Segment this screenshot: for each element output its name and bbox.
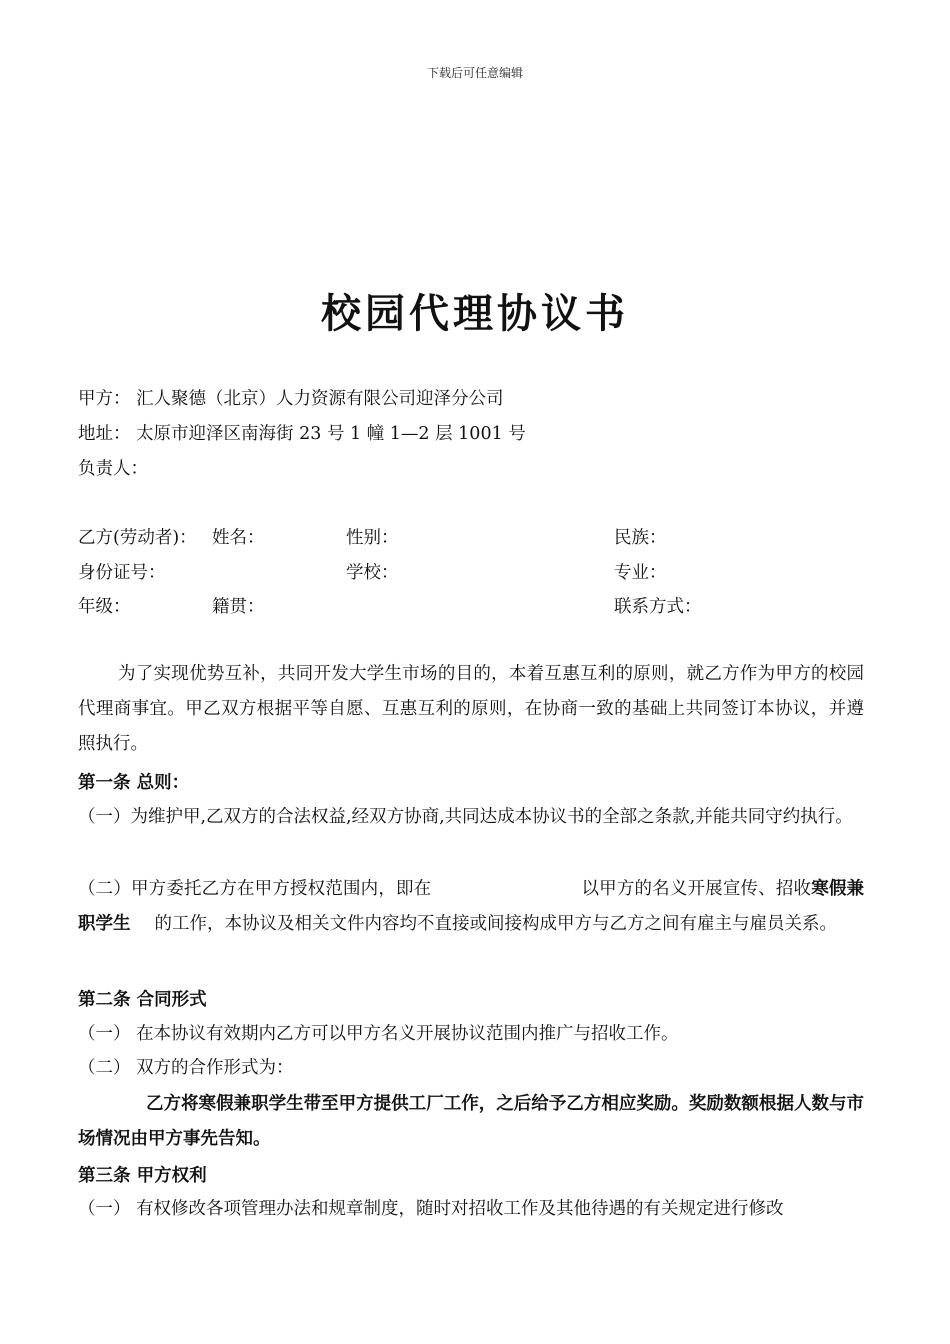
party-b-ethnicity-field: 民族： — [614, 528, 667, 548]
clause-2-bold-term: 寒假兼职学生 — [78, 879, 865, 934]
header-note: 下载后可任意编辑 — [426, 66, 523, 80]
party-b-gender-field: 性别： — [346, 528, 399, 548]
article-1-heading: 第一条 总则： — [78, 773, 190, 793]
party-b-name-field: 姓名： — [212, 528, 265, 548]
document-title: 校园代理协议书 — [321, 290, 629, 337]
article-2-heading: 第二条 合同形式 — [78, 990, 207, 1010]
party-b-label: 乙方(劳动者)： — [78, 528, 197, 548]
intro-paragraph: 为了实现优势互补，共同开发大学生市场的目的，本着互惠互利的原则，就乙方作为甲方的校园代理商事宜。甲乙双方根据平等自愿、互惠互利的原则，在协商一致的基础上共同签订本协议，并遵照执行。 — [78, 664, 864, 754]
party-a-person-line: 负责人： — [78, 459, 148, 479]
party-b-contact-field: 联系方式： — [614, 597, 702, 617]
article-1-clause-1: （一）为维护甲,乙双方的合法权益,经双方协商,共同达成本协议书的全部之条款,并能共同守约执行。 — [78, 807, 853, 827]
party-b-major-field: 专业： — [614, 563, 667, 583]
article-2-clause-1: （一） 在本协议有效期内乙方可以甲方名义开展协议范围内推广与招收工作。 — [78, 1024, 679, 1044]
clause-2-part-a: （二）甲方委托乙方在甲方授权范围内，即在 — [78, 879, 432, 899]
article-3-heading: 第三条 甲方权利 — [78, 1166, 207, 1186]
article-2-clause-2: （二） 双方的合作形式为： — [78, 1058, 294, 1078]
article-1-clause-2 — [78, 872, 864, 942]
article-3-clause-1: （一） 有权修改各项管理办法和规章制度，随时对招收工作及其他待遇的有关规定进行修改 — [78, 1199, 784, 1219]
party-b-id-field: 身份证号： — [78, 563, 166, 583]
party-b-native-field: 籍贯： — [212, 597, 265, 617]
article-2-cooperation-text: 乙方将寒假兼职学生带至甲方提供工厂工作，之后给予乙方相应奖励。奖励数额根据人数与市场情况由甲方事先告知。 — [78, 1094, 864, 1149]
party-a-address-line: 地址： 太原市迎泽区南海街 23 号 1 幢 1—2 层 1001 号 — [78, 424, 526, 444]
party-a-name-line: 甲方： 汇人聚德（北京）人力资源有限公司迎泽分公司 — [78, 389, 504, 409]
party-b-school-field: 学校： — [346, 563, 399, 583]
party-b-grade-field: 年级： — [78, 597, 131, 617]
clause-2-part-b: 以甲方的名义开展宣传、招收 — [581, 879, 812, 899]
clause-2-part-c: 的工作，本协议及相关文件内容均不直接或间接构成甲方与乙方之间有雇主与雇员关系。 — [154, 914, 837, 934]
